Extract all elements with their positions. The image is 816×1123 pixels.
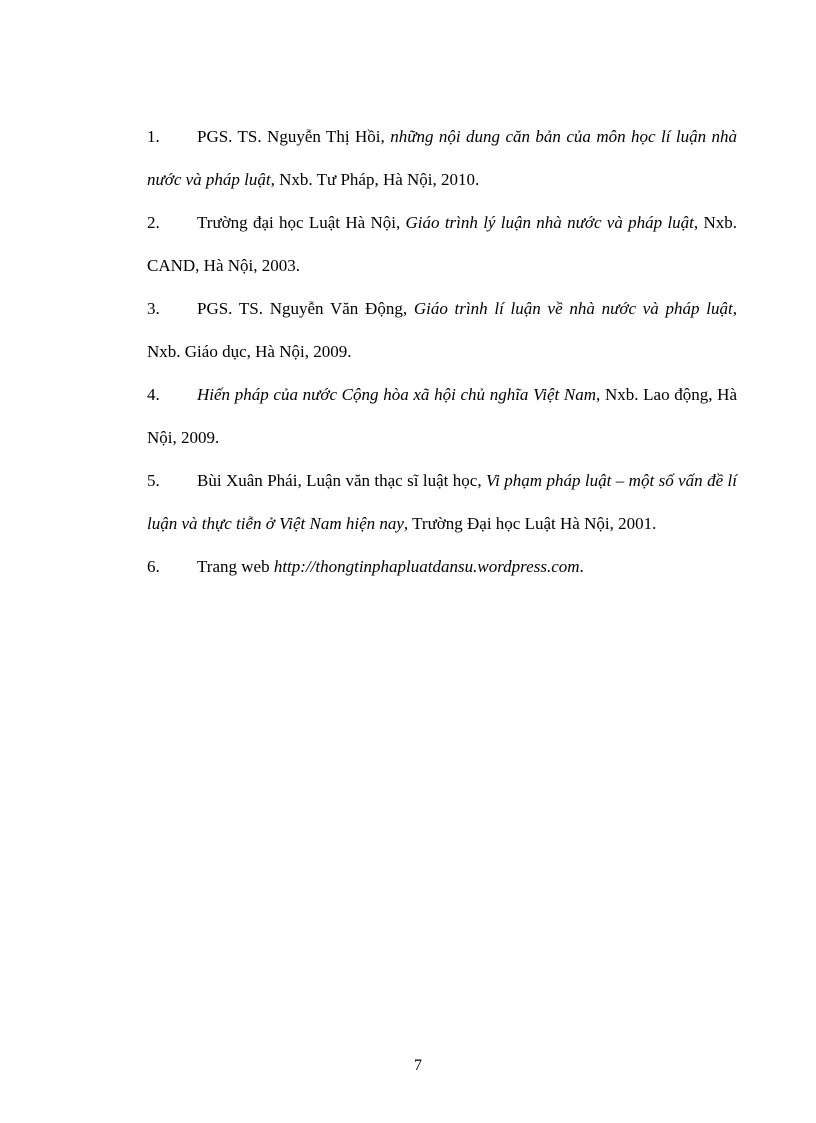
reference-list [147, 115, 737, 588]
reference-author: Trường đại học Luật Hà Nội, [197, 213, 406, 232]
page-number: 7 [414, 1057, 422, 1074]
reference-number: 6. [147, 557, 160, 576]
reference-item-5 [147, 459, 737, 545]
reference-title: Vi phạm pháp luật – một số vấn đề lí luận và thực tiễn ở Việt Nam hiện nay [147, 471, 737, 533]
reference-number: 4. [147, 385, 160, 404]
reference-title: những nội dung căn bản của môn học lí luận nhà nước và pháp luật [147, 127, 737, 189]
reference-publisher: . [579, 557, 584, 576]
reference-publisher: , Trường Đại học Luật Hà Nội, 2001. [403, 514, 657, 533]
reference-item-1 [147, 115, 737, 201]
reference-title: Hiến pháp của nước Cộng hòa xã hội chủ nghĩa Việt Nam [197, 385, 597, 404]
reference-author: PGS. TS. Nguyễn Thị Hồi, [197, 127, 391, 146]
reference-item-4 [147, 373, 737, 459]
reference-number: 2. [147, 213, 160, 232]
reference-item-2 [147, 201, 737, 287]
reference-number: 5. [147, 471, 160, 490]
reference-title: Giáo trình lý luận nhà nước và pháp luật [405, 213, 694, 232]
reference-author: Bùi Xuân Phái, Luận văn thạc sĩ luật học, [197, 471, 487, 490]
reference-publisher: , Nxb. Giáo dục, Hà Nội, 2009. [147, 299, 737, 361]
reference-item-6 [147, 545, 737, 588]
reference-title: Giáo trình lí luận về nhà nước và pháp luật [413, 299, 733, 318]
reference-author: PGS. TS. Nguyễn Văn Động, [197, 299, 414, 318]
reference-author: Trang web [197, 557, 274, 576]
reference-publisher: , Nxb. CAND, Hà Nội, 2003. [147, 213, 738, 275]
reference-item-3 [147, 287, 737, 373]
reference-number: 1. [147, 127, 160, 146]
reference-number: 3. [147, 299, 160, 318]
reference-url: http://thongtinphapluatdansu.wordpress.com [273, 557, 580, 576]
reference-publisher: , Nxb. Tư Pháp, Hà Nội, 2010. [270, 170, 480, 189]
reference-publisher: , Nxb. Lao động, Hà Nội, 2009. [147, 385, 737, 447]
